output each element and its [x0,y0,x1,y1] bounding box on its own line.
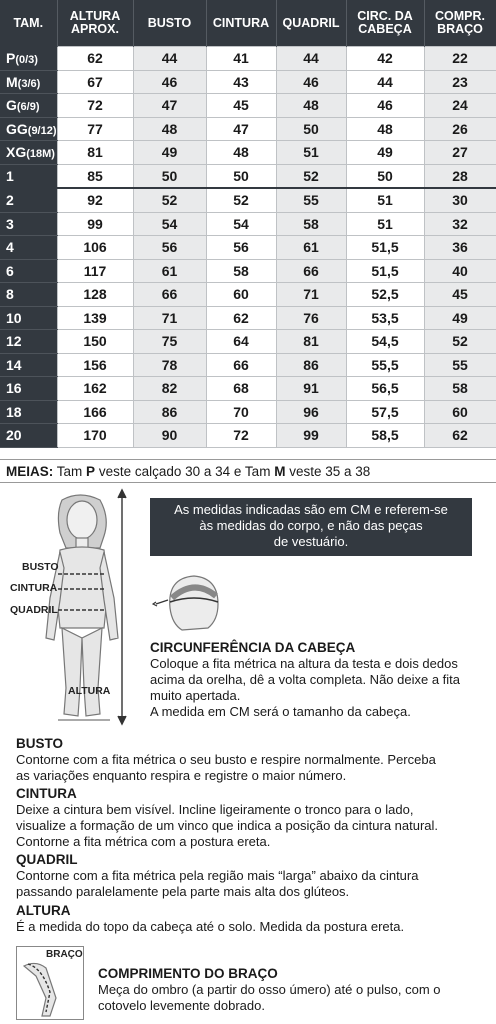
measurement-cell: 46 [276,70,346,94]
measurement-cell: 62 [206,306,276,330]
size-cell [0,330,57,354]
measurement-cell: 66 [206,353,276,377]
measurement-cell: 48 [346,117,424,141]
measurement-cell: 77 [57,117,133,141]
size-label: 10 [6,309,22,326]
measurement-cell: 54 [133,212,206,236]
measurement-cell: 58 [276,212,346,236]
size-label: GG [6,120,28,137]
section-height [16,903,494,935]
size-cell [0,212,57,236]
socks-text-1: Tam [56,464,83,479]
measurement-cell: 61 [276,236,346,260]
table-row [0,236,496,260]
measurement-cell: 99 [57,212,133,236]
size-label: 14 [6,356,22,373]
measurement-cell: 43 [206,70,276,94]
measurement-cell: 52 [424,330,496,354]
measurement-cell: 52 [133,188,206,212]
column-header: QUADRIL [276,0,346,47]
measurement-cell: 28 [424,164,496,188]
measurement-cell: 68 [206,377,276,401]
measurement-cell: 62 [57,47,133,71]
measurement-cell: 40 [424,259,496,283]
measurement-cell: 44 [133,47,206,71]
measurement-cell: 162 [57,377,133,401]
size-label: 18 [6,403,22,420]
hip-text-1: Contorne com a fita métrica pela região mais “larga” abaixo da cintura [16,868,419,883]
table-row [0,377,496,401]
measurement-cell: 78 [133,353,206,377]
measurement-cell: 49 [346,141,424,165]
measurement-cell: 56,5 [346,377,424,401]
column-header: CINTURA [206,0,276,47]
measurement-cell: 49 [424,306,496,330]
measurement-cell: 70 [206,400,276,424]
waist-title: CINTURA [16,786,77,801]
measurement-cell: 156 [57,353,133,377]
measurement-cell: 66 [133,283,206,307]
measurement-cell: 51,5 [346,236,424,260]
arm-title: COMPRIMENTO DO BRAÇO [98,966,278,981]
table-row [0,283,496,307]
measurement-cell: 60 [424,400,496,424]
measurement-cell: 55 [276,188,346,212]
size-cell [0,70,57,94]
table-header-row [0,0,496,47]
section-head [150,640,490,720]
size-label: 3 [6,215,14,232]
size-cell [0,424,57,448]
head-text-4: A medida em CM será o tamanho da cabeça. [150,704,411,719]
socks-label: MEIAS: [6,464,54,479]
measurement-cell: 51 [346,212,424,236]
table-row [0,400,496,424]
size-label: 8 [6,286,14,303]
measurement-cell: 55,5 [346,353,424,377]
arm-text-1: Meça do ombro (a partir do osso úmero) até o pulso, com o [98,982,441,997]
size-label: 2 [6,192,14,209]
label-cintura: CINTURA [10,582,58,594]
measurement-cell: 32 [424,212,496,236]
measurement-cell: 106 [57,236,133,260]
measurement-cell: 128 [57,283,133,307]
hip-text-2: passando paralelamente pela parte mais alta dos glúteos. [16,884,350,899]
size-label: 1 [6,167,14,184]
column-header: TAM. [0,0,57,47]
socks-size-m: M [274,464,286,479]
size-cell [0,306,57,330]
size-cell [0,353,57,377]
measurement-cell: 54 [206,212,276,236]
size-label: 16 [6,380,22,397]
size-label: M [6,73,18,90]
size-cell [0,117,57,141]
size-cell [0,47,57,71]
section-waist [16,786,494,850]
table-row [0,259,496,283]
measurement-cell: 27 [424,141,496,165]
measurement-note [150,498,472,556]
measurement-cell: 71 [133,306,206,330]
size-label: 6 [6,262,14,279]
measurement-cell: 51,5 [346,259,424,283]
measurement-cell: 52 [276,164,346,188]
head-text-3: muito apertada. [150,688,241,703]
measurement-cell: 117 [57,259,133,283]
label-busto: BUSTO [22,561,59,573]
table-row [0,353,496,377]
measurement-cell: 60 [206,283,276,307]
measurement-cell: 41 [206,47,276,71]
label-braco: BRAÇO [46,949,83,960]
measurement-cell: 75 [133,330,206,354]
measurement-cell: 47 [133,94,206,118]
socks-size-p: P [86,464,96,479]
hip-title: QUADRIL [16,852,78,867]
measurement-cell: 139 [57,306,133,330]
measurement-cell: 48 [206,141,276,165]
measurement-cell: 56 [133,236,206,260]
measurement-cell: 52,5 [346,283,424,307]
table-row [0,164,496,188]
size-label: G [6,97,17,114]
table-row [0,424,496,448]
measurement-cell: 50 [133,164,206,188]
measurement-cell: 26 [424,117,496,141]
measurement-cell: 23 [424,70,496,94]
head-text-1: Coloque a fita métrica na altura da testa e dois dedos [150,656,458,671]
measurement-cell: 61 [133,259,206,283]
column-header: CIRC. DA CABEÇA [346,0,424,47]
measurement-cell: 51 [276,141,346,165]
measurement-cell: 48 [133,117,206,141]
table-row [0,212,496,236]
table-row [0,141,496,165]
measurement-cell: 82 [133,377,206,401]
table-row [0,306,496,330]
bust-text-2: as variações enquanto respira e registre o maior número. [16,768,347,783]
socks-text-3: veste 35 a 38 [289,464,371,479]
measurement-cell: 85 [57,164,133,188]
measurement-cell: 46 [346,94,424,118]
measurement-cell: 50 [346,164,424,188]
size-label: 12 [6,333,22,350]
column-header: ALTURA APROX. [57,0,133,47]
waist-text-1: Deixe a cintura bem visível. Incline ligeiramente o tronco para o lado, [16,802,414,817]
measurement-cell: 50 [206,164,276,188]
height-text-1: É a medida do topo da cabeça até o solo. Medida da postura ereta. [16,919,405,934]
measurement-cell: 72 [206,424,276,448]
head-measure-illustration [152,568,232,638]
measurement-cell: 58 [206,259,276,283]
measurement-cell: 46 [133,70,206,94]
size-label: XG [6,144,27,161]
size-cell [0,164,57,188]
head-text-2: acima da orelha, dê a volta completa. Não deixe a fita [150,672,461,687]
waist-text-2: visualize a formação de um vinco que indica a posição da cintura natural. [16,818,439,833]
arm-text-2: cotovelo levemente dobrado. [98,998,265,1013]
table-row [0,47,496,71]
size-label: P [6,50,16,66]
measurement-cell: 67 [57,70,133,94]
measurement-cell: 49 [133,141,206,165]
table-row [0,188,496,212]
measurement-cell: 52 [206,188,276,212]
measurement-cell: 56 [206,236,276,260]
socks-text-2: veste calçado 30 a 34 e Tam [98,464,271,479]
measurement-cell: 96 [276,400,346,424]
size-cell [0,188,57,212]
size-label: 4 [6,239,14,256]
measurement-cell: 54,5 [346,330,424,354]
column-header: COMPR. BRAÇO [424,0,496,47]
socks-note [0,459,496,483]
height-title: ALTURA [16,903,71,918]
note-line-1: As medidas indicadas são em CM e referem-se [174,502,448,517]
measurement-cell: 166 [57,400,133,424]
table-row [0,70,496,94]
measurement-cell: 71 [276,283,346,307]
measurement-cell: 91 [276,377,346,401]
measurement-cell: 64 [206,330,276,354]
measurement-cell: 57,5 [346,400,424,424]
table-row [0,117,496,141]
measurement-cell: 99 [276,424,346,448]
table-row [0,94,496,118]
measurement-cell: 51 [346,188,424,212]
measurement-cell: 30 [424,188,496,212]
size-label: 20 [6,427,22,444]
size-table [0,0,496,448]
measurement-cell: 150 [57,330,133,354]
measurement-cell: 81 [57,141,133,165]
waist-text-3: Contorne a fita métrica com a postura ereta. [16,834,271,849]
measurement-cell: 92 [57,188,133,212]
size-cell [0,236,57,260]
size-age-range: (6/9) [16,101,40,114]
head-title: CIRCUNFERÊNCIA DA CABEÇA [150,640,356,655]
table-row [0,330,496,354]
section-hip [16,852,494,900]
size-age-range: (3/6) [17,77,41,90]
measurement-cell: 44 [276,47,346,71]
measurement-cell: 58,5 [346,424,424,448]
size-cell [0,94,57,118]
measurement-cell: 36 [424,236,496,260]
measurement-cell: 86 [276,353,346,377]
size-age-range: (18M) [26,148,55,161]
measurement-cell: 48 [276,94,346,118]
section-arm [98,966,492,1014]
size-cell [0,259,57,283]
measurement-cell: 50 [276,117,346,141]
size-age-range: (0/3) [15,54,38,66]
measurement-cell: 58 [424,377,496,401]
measurement-cell: 81 [276,330,346,354]
measurement-cell: 44 [346,70,424,94]
measurement-cell: 45 [206,94,276,118]
size-cell [0,377,57,401]
label-quadril: QUADRIL [10,604,58,616]
measurement-cell: 55 [424,353,496,377]
measurement-cell: 45 [424,283,496,307]
bust-title: BUSTO [16,736,64,751]
measurement-cell: 62 [424,424,496,448]
measurement-cell: 42 [346,47,424,71]
label-altura: ALTURA [68,685,111,697]
size-age-range: (9/12) [27,124,57,137]
measurement-cell: 24 [424,94,496,118]
measurement-cell: 47 [206,117,276,141]
measurement-cell: 170 [57,424,133,448]
measurement-cell: 22 [424,47,496,71]
measurement-cell: 66 [276,259,346,283]
measurement-cell: 76 [276,306,346,330]
measurement-cell: 86 [133,400,206,424]
measurement-cell: 53,5 [346,306,424,330]
note-line-2: às medidas do corpo, e não das peças [199,518,423,533]
size-cell [0,283,57,307]
table-body [0,47,496,448]
bust-text-1: Contorne com a fita métrica o seu busto e respire normalmente. Perceba [16,752,436,767]
note-line-3: de vestuário. [273,534,349,549]
column-header: BUSTO [133,0,206,47]
size-cell [0,400,57,424]
size-cell [0,141,57,165]
measurement-cell: 90 [133,424,206,448]
section-bust [16,736,494,784]
measurement-cell: 72 [57,94,133,118]
